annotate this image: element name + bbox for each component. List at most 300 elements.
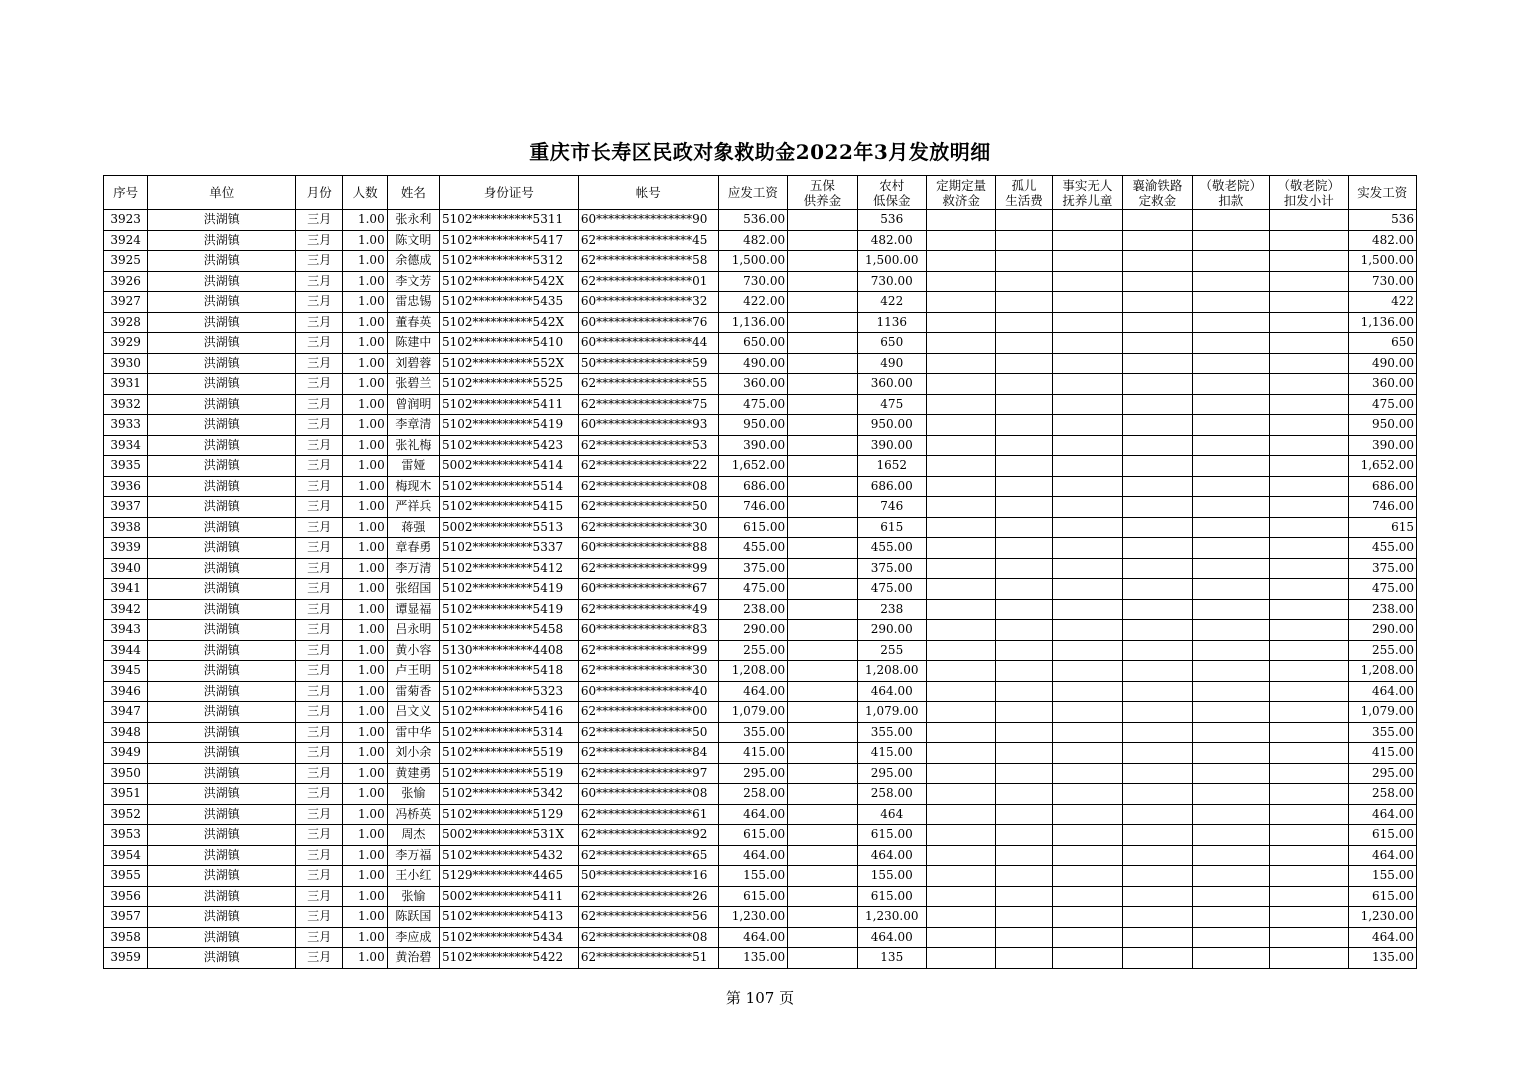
- table-cell: [1052, 948, 1122, 969]
- table-cell: 王小红: [387, 866, 439, 887]
- table-cell: 1.00: [343, 271, 387, 292]
- table-cell: 三月: [296, 497, 343, 518]
- table-cell: 董春英: [387, 312, 439, 333]
- table-cell: 650: [1348, 333, 1417, 354]
- table-cell: [926, 620, 995, 641]
- table-cell: 洪湖镇: [148, 353, 296, 374]
- table-cell: [1192, 599, 1269, 620]
- table-cell: [996, 558, 1052, 579]
- table-cell: [926, 415, 995, 436]
- table-cell: [1123, 948, 1192, 969]
- table-cell: 洪湖镇: [148, 825, 296, 846]
- table-cell: [1052, 476, 1122, 497]
- table-cell: [1192, 866, 1269, 887]
- table-cell: 洪湖镇: [148, 312, 296, 333]
- table-cell: 62****************50: [578, 722, 718, 743]
- table-cell: 60****************83: [578, 620, 718, 641]
- table-cell: 482.00: [1348, 230, 1417, 251]
- table-cell: 62****************49: [578, 599, 718, 620]
- table-cell: 62****************75: [578, 394, 718, 415]
- table-cell: 1.00: [343, 661, 387, 682]
- table-cell: [788, 661, 857, 682]
- table-cell: [1123, 804, 1192, 825]
- table-cell: 三月: [296, 702, 343, 723]
- column-header: （敬老院） 扣款: [1192, 176, 1269, 210]
- table-cell: 三月: [296, 907, 343, 928]
- table-cell: [1270, 456, 1348, 477]
- table-cell: 1.00: [343, 640, 387, 661]
- table-cell: 536: [1348, 210, 1417, 231]
- table-cell: [926, 743, 995, 764]
- table-cell: 1.00: [343, 845, 387, 866]
- table-cell: [1123, 538, 1192, 559]
- table-cell: [1192, 312, 1269, 333]
- table-cell: [788, 312, 857, 333]
- table-cell: 三月: [296, 661, 343, 682]
- table-cell: 5002**********5414: [440, 456, 579, 477]
- table-cell: 1,079.00: [857, 702, 926, 723]
- table-cell: [926, 907, 995, 928]
- table-cell: 3940: [104, 558, 148, 579]
- table-cell: 5102**********5410: [440, 333, 579, 354]
- table-row: [104, 763, 1417, 784]
- table-cell: [926, 517, 995, 538]
- table-cell: [1270, 620, 1348, 641]
- table-cell: [1052, 661, 1122, 682]
- table-cell: [926, 702, 995, 723]
- table-cell: 5102**********5323: [440, 681, 579, 702]
- table-cell: [1270, 353, 1348, 374]
- table-cell: [926, 558, 995, 579]
- table-cell: 258.00: [718, 784, 787, 805]
- table-cell: 950.00: [718, 415, 787, 436]
- table-cell: [926, 374, 995, 395]
- table-cell: 60****************44: [578, 333, 718, 354]
- table-cell: [926, 292, 995, 313]
- table-cell: 三月: [296, 517, 343, 538]
- table-cell: 950.00: [857, 415, 926, 436]
- table-cell: [788, 538, 857, 559]
- table-cell: 422.00: [718, 292, 787, 313]
- table-cell: 张愉: [387, 886, 439, 907]
- table-cell: 三月: [296, 599, 343, 620]
- table-cell: 62****************53: [578, 435, 718, 456]
- table-cell: 5102**********5525: [440, 374, 579, 395]
- table-cell: 5102**********5418: [440, 661, 579, 682]
- table-cell: 3924: [104, 230, 148, 251]
- table-cell: 5102**********5432: [440, 845, 579, 866]
- table-cell: [1052, 845, 1122, 866]
- table-cell: [788, 681, 857, 702]
- table-cell: [788, 210, 857, 231]
- table-cell: 1.00: [343, 886, 387, 907]
- table-cell: 5102**********5519: [440, 743, 579, 764]
- table-cell: [926, 661, 995, 682]
- table-cell: 洪湖镇: [148, 517, 296, 538]
- table-cell: 三月: [296, 845, 343, 866]
- table-cell: 5102**********5129: [440, 804, 579, 825]
- table-cell: [1192, 476, 1269, 497]
- table-cell: 1.00: [343, 538, 387, 559]
- table-cell: [996, 353, 1052, 374]
- table-cell: [1123, 763, 1192, 784]
- table-cell: 5102**********5514: [440, 476, 579, 497]
- table-cell: 5102**********5434: [440, 927, 579, 948]
- table-cell: [1192, 292, 1269, 313]
- table-cell: [1123, 271, 1192, 292]
- table-cell: [926, 784, 995, 805]
- table-cell: 3926: [104, 271, 148, 292]
- table-cell: 洪湖镇: [148, 292, 296, 313]
- table-cell: 5102**********552X: [440, 353, 579, 374]
- table-cell: [788, 394, 857, 415]
- table-cell: 730.00: [718, 271, 787, 292]
- table-cell: 464.00: [718, 804, 787, 825]
- table-cell: 3941: [104, 579, 148, 600]
- table-cell: 5102**********5519: [440, 763, 579, 784]
- column-header: 襄渝铁路 定救金: [1123, 176, 1192, 210]
- table-cell: 谭显福: [387, 599, 439, 620]
- table-cell: 615.00: [718, 825, 787, 846]
- table-cell: 1.00: [343, 230, 387, 251]
- table-cell: [1192, 271, 1269, 292]
- table-cell: 1.00: [343, 579, 387, 600]
- table-cell: 482.00: [718, 230, 787, 251]
- table-cell: [1123, 497, 1192, 518]
- table-cell: [1270, 640, 1348, 661]
- table-cell: [1123, 435, 1192, 456]
- table-cell: [1192, 394, 1269, 415]
- table-cell: 360.00: [718, 374, 787, 395]
- table-cell: [996, 702, 1052, 723]
- table-cell: [1270, 948, 1348, 969]
- table-cell: 3953: [104, 825, 148, 846]
- table-cell: 3950: [104, 763, 148, 784]
- table-cell: 周杰: [387, 825, 439, 846]
- table-cell: 三月: [296, 620, 343, 641]
- table-cell: [1052, 743, 1122, 764]
- table-cell: 536.00: [718, 210, 787, 231]
- table-row: [104, 538, 1417, 559]
- table-cell: 746: [857, 497, 926, 518]
- table-cell: 62****************30: [578, 661, 718, 682]
- table-cell: 5129**********4465: [440, 866, 579, 887]
- table-cell: [1192, 845, 1269, 866]
- table-cell: [1052, 517, 1122, 538]
- table-cell: [788, 353, 857, 374]
- table-row: [104, 271, 1417, 292]
- table-cell: 5102**********5419: [440, 599, 579, 620]
- table-cell: 415.00: [857, 743, 926, 764]
- table-cell: 3954: [104, 845, 148, 866]
- table-cell: 3944: [104, 640, 148, 661]
- table-cell: 475: [857, 394, 926, 415]
- table-cell: [1052, 353, 1122, 374]
- column-header: 序号: [104, 176, 148, 210]
- table-cell: [1192, 435, 1269, 456]
- table-cell: [926, 599, 995, 620]
- table-cell: [1192, 784, 1269, 805]
- table-cell: 5102**********5417: [440, 230, 579, 251]
- table-cell: 雷忠锡: [387, 292, 439, 313]
- table-cell: 5102**********5419: [440, 579, 579, 600]
- table-cell: [1123, 620, 1192, 641]
- table-cell: 1,652.00: [718, 456, 787, 477]
- table-cell: 1.00: [343, 415, 387, 436]
- table-row: [104, 210, 1417, 231]
- table-cell: 5102**********5416: [440, 702, 579, 723]
- table-cell: [926, 886, 995, 907]
- relief-payment-table: [103, 175, 1417, 969]
- table-cell: 62****************99: [578, 558, 718, 579]
- table-cell: 三月: [296, 435, 343, 456]
- table-row: [104, 825, 1417, 846]
- table-cell: [788, 640, 857, 661]
- table-row: [104, 579, 1417, 600]
- table-cell: 1,500.00: [718, 251, 787, 272]
- table-cell: 3947: [104, 702, 148, 723]
- table-cell: 686.00: [857, 476, 926, 497]
- table-cell: 5102**********5423: [440, 435, 579, 456]
- table-cell: 258.00: [1348, 784, 1417, 805]
- table-cell: [788, 743, 857, 764]
- table-cell: 洪湖镇: [148, 476, 296, 497]
- table-cell: 464.00: [1348, 927, 1417, 948]
- table-cell: 1.00: [343, 251, 387, 272]
- table-cell: 490.00: [1348, 353, 1417, 374]
- table-cell: [788, 886, 857, 907]
- table-cell: 三月: [296, 579, 343, 600]
- table-cell: 238: [857, 599, 926, 620]
- table-cell: [788, 907, 857, 928]
- table-cell: [1192, 681, 1269, 702]
- table-cell: [1123, 681, 1192, 702]
- table-cell: [1052, 435, 1122, 456]
- table-cell: [1270, 517, 1348, 538]
- table-cell: 730.00: [857, 271, 926, 292]
- table-cell: 615: [857, 517, 926, 538]
- table-cell: 60****************93: [578, 415, 718, 436]
- table-row: [104, 845, 1417, 866]
- table-cell: 5102**********5435: [440, 292, 579, 313]
- table-cell: [1052, 702, 1122, 723]
- table-cell: 464.00: [857, 845, 926, 866]
- table-header-row: [104, 176, 1417, 210]
- table-cell: [1123, 333, 1192, 354]
- table-cell: 洪湖镇: [148, 886, 296, 907]
- table-cell: 255.00: [718, 640, 787, 661]
- table-cell: [1270, 415, 1348, 436]
- table-cell: 5102**********542X: [440, 271, 579, 292]
- table-cell: [1270, 927, 1348, 948]
- table-cell: 洪湖镇: [148, 927, 296, 948]
- table-cell: 375.00: [857, 558, 926, 579]
- table-cell: 60****************32: [578, 292, 718, 313]
- table-cell: [788, 845, 857, 866]
- table-cell: 1.00: [343, 599, 387, 620]
- table-cell: [996, 722, 1052, 743]
- table-cell: 洪湖镇: [148, 456, 296, 477]
- table-cell: [926, 353, 995, 374]
- table-cell: 洪湖镇: [148, 333, 296, 354]
- table-cell: [788, 230, 857, 251]
- table-row: [104, 640, 1417, 661]
- table-cell: [1123, 743, 1192, 764]
- table-cell: [926, 476, 995, 497]
- table-cell: 3923: [104, 210, 148, 231]
- table-cell: 255.00: [1348, 640, 1417, 661]
- table-cell: [788, 476, 857, 497]
- table-cell: 5002**********5411: [440, 886, 579, 907]
- table-cell: [1052, 907, 1122, 928]
- table-cell: 1.00: [343, 722, 387, 743]
- column-header: 人数: [343, 176, 387, 210]
- table-cell: [1052, 886, 1122, 907]
- table-cell: 295.00: [1348, 763, 1417, 784]
- table-cell: [1123, 825, 1192, 846]
- table-row: [104, 497, 1417, 518]
- table-cell: 62****************26: [578, 886, 718, 907]
- table-cell: [926, 312, 995, 333]
- table-cell: 5102**********5314: [440, 722, 579, 743]
- table-cell: 3936: [104, 476, 148, 497]
- table-cell: 三月: [296, 538, 343, 559]
- table-cell: 1.00: [343, 292, 387, 313]
- table-cell: 5102**********5412: [440, 558, 579, 579]
- table-cell: 章春勇: [387, 538, 439, 559]
- table-cell: 1,230.00: [718, 907, 787, 928]
- table-cell: 1.00: [343, 497, 387, 518]
- table-cell: 张绍国: [387, 579, 439, 600]
- table-cell: 295.00: [718, 763, 787, 784]
- table-cell: [788, 579, 857, 600]
- table-row: [104, 292, 1417, 313]
- table-cell: [1270, 210, 1348, 231]
- table-cell: 3946: [104, 681, 148, 702]
- table-cell: [926, 333, 995, 354]
- table-cell: 三月: [296, 333, 343, 354]
- table-cell: 255: [857, 640, 926, 661]
- table-cell: 62****************30: [578, 517, 718, 538]
- table-cell: 615: [1348, 517, 1417, 538]
- table-cell: 135.00: [718, 948, 787, 969]
- table-cell: [1052, 825, 1122, 846]
- table-cell: 三月: [296, 927, 343, 948]
- table-cell: [1270, 907, 1348, 928]
- table-cell: 60****************76: [578, 312, 718, 333]
- table-cell: 刘碧蓉: [387, 353, 439, 374]
- table-cell: 482.00: [857, 230, 926, 251]
- table-cell: [1192, 702, 1269, 723]
- table-cell: 1,136.00: [718, 312, 787, 333]
- table-cell: [1052, 579, 1122, 600]
- table-cell: [1052, 292, 1122, 313]
- table-cell: [996, 763, 1052, 784]
- table-cell: 1.00: [343, 927, 387, 948]
- table-cell: 洪湖镇: [148, 435, 296, 456]
- table-cell: [788, 497, 857, 518]
- table-cell: [788, 435, 857, 456]
- table-cell: [996, 620, 1052, 641]
- table-cell: 5102**********5312: [440, 251, 579, 272]
- table-cell: [1192, 251, 1269, 272]
- table-cell: 洪湖镇: [148, 599, 296, 620]
- table-cell: 615.00: [857, 825, 926, 846]
- table-cell: 390.00: [718, 435, 787, 456]
- table-cell: 60****************08: [578, 784, 718, 805]
- table-cell: [1270, 558, 1348, 579]
- table-row: [104, 333, 1417, 354]
- table-cell: [1123, 640, 1192, 661]
- table-cell: [1192, 230, 1269, 251]
- table-cell: 3948: [104, 722, 148, 743]
- table-cell: 蒋强: [387, 517, 439, 538]
- table-cell: 吕永明: [387, 620, 439, 641]
- column-header: 定期定量 救济金: [926, 176, 995, 210]
- table-cell: 475.00: [857, 579, 926, 600]
- table-cell: 650.00: [718, 333, 787, 354]
- table-cell: [788, 804, 857, 825]
- table-cell: 洪湖镇: [148, 743, 296, 764]
- table-cell: [1270, 886, 1348, 907]
- table-cell: [926, 804, 995, 825]
- table-cell: [1123, 230, 1192, 251]
- table-cell: [1192, 927, 1269, 948]
- table-cell: 464: [857, 804, 926, 825]
- table-cell: [996, 886, 1052, 907]
- table-cell: [996, 333, 1052, 354]
- table-row: [104, 620, 1417, 641]
- table-cell: 雷菊香: [387, 681, 439, 702]
- table-cell: [1270, 394, 1348, 415]
- table-cell: [996, 927, 1052, 948]
- table-cell: 洪湖镇: [148, 804, 296, 825]
- table-cell: [1270, 271, 1348, 292]
- table-cell: 三月: [296, 763, 343, 784]
- table-cell: 5102**********5422: [440, 948, 579, 969]
- table-cell: 三月: [296, 476, 343, 497]
- table-cell: [1192, 886, 1269, 907]
- table-cell: 62****************45: [578, 230, 718, 251]
- table-cell: 455.00: [1348, 538, 1417, 559]
- table-cell: [1052, 333, 1122, 354]
- table-cell: [1052, 271, 1122, 292]
- table-cell: 洪湖镇: [148, 681, 296, 702]
- table-cell: [1123, 661, 1192, 682]
- table-cell: 62****************51: [578, 948, 718, 969]
- table-cell: [926, 435, 995, 456]
- table-cell: [788, 517, 857, 538]
- table-cell: 3958: [104, 927, 148, 948]
- table-cell: 三月: [296, 886, 343, 907]
- table-cell: [926, 763, 995, 784]
- table-cell: [1192, 333, 1269, 354]
- table-cell: 雷中华: [387, 722, 439, 743]
- table-cell: 洪湖镇: [148, 722, 296, 743]
- table-cell: 1.00: [343, 825, 387, 846]
- table-cell: 746.00: [1348, 497, 1417, 518]
- table-cell: 3938: [104, 517, 148, 538]
- table-cell: [1052, 415, 1122, 436]
- table-cell: [1052, 558, 1122, 579]
- table-cell: 冯桥英: [387, 804, 439, 825]
- table-cell: 三月: [296, 825, 343, 846]
- table-cell: 62****************08: [578, 476, 718, 497]
- table-cell: [926, 722, 995, 743]
- table-cell: [788, 333, 857, 354]
- table-cell: [788, 251, 857, 272]
- table-cell: 1.00: [343, 763, 387, 784]
